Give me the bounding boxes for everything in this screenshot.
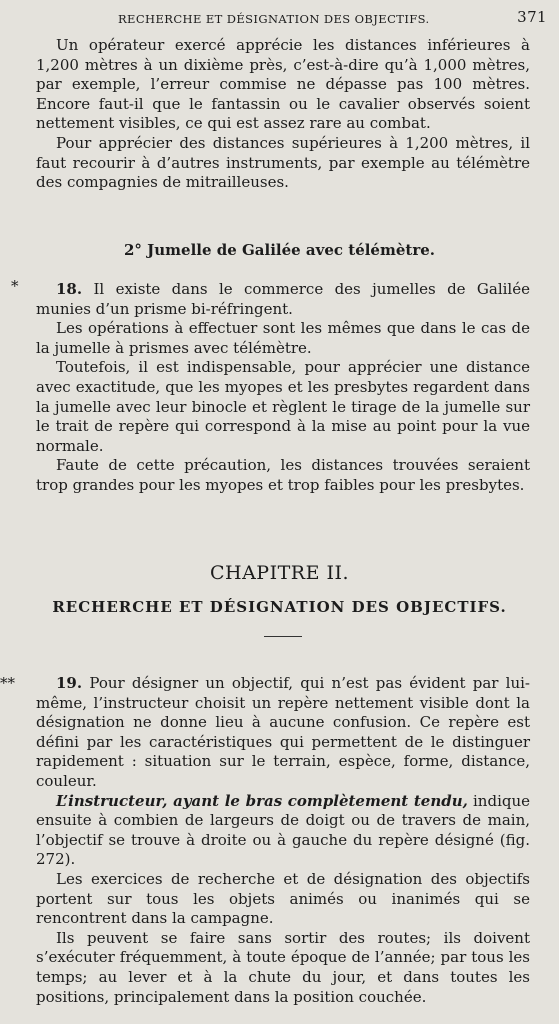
section-subheading: 2° Jumelle de Galilée avec télémètre. <box>124 241 435 259</box>
paragraph: Toutefois, il est indispensable, pour apprécier une distance avec exactitude, que les myopes et les presbytes regardent dans la jumelle avec leur binocle et règlent le tirage de la jumelle sur le trait de repère qui correspond à la mise au point pour la vue normale. <box>36 358 530 455</box>
paragraph: Un opérateur exercé apprécie les distances inférieures à 1,200 mètres à un dixième près, c’est-à-dire qu’à 1,000 mètres, par exemple, l’erreur commise ne dépasse pas 100 mètres. Encore faut-il que le fantassin ou le cavalier observés soient nettement visibles, ce qui est assez rare au combat. <box>36 36 530 133</box>
intro-block <box>36 36 530 193</box>
paragraph: Faute de cette précaution, les distances trouvées seraient trop grandes pour les myopes et trop faibles pour les presbytes. <box>36 456 530 494</box>
section-18 <box>36 280 530 496</box>
margin-marker: * <box>11 277 19 295</box>
paragraph <box>36 674 530 792</box>
chapter-title: CHAPITRE II. <box>209 562 350 584</box>
paragraph <box>36 280 530 319</box>
paragraph: Les opérations à effectuer sont les mêmes que dans le cas de la jumelle à prismes avec télémètre. <box>36 319 530 357</box>
divider <box>264 636 302 637</box>
paragraph: Les exercices de recherche et de désignation des objectifs portent sur tous les objets animés ou inanimés qui se rencontrent dans la campagne. <box>36 869 530 928</box>
paragraph-text: indique ensuite à combien de largeurs de doigt ou de travers de main, l’objectif se trouve à droite ou à gauche du repère désigné (fig. 272). <box>36 791 531 869</box>
running-head <box>118 8 547 28</box>
paragraph <box>36 792 530 870</box>
paragraph: Pour apprécier des distances supérieures à 1,200 mètres, il faut recourir à d’autres instruments, par exemple au télémètre des compagnies de mitrailleuses. <box>36 133 530 192</box>
section-number: 19. <box>56 674 83 692</box>
paragraph: Ils peuvent se faire sans sortir des routes; ils doivent s’exécuter fréquemment, à toute époque de l’année; par tous les temps; au lever et à la chute du jour, et dans toutes les positions, principalement dans la position couchée. <box>36 928 530 1006</box>
section-19 <box>36 674 530 1007</box>
page-number: 371 <box>517 8 547 26</box>
paragraph-text: Pour désigner un objectif, qui n’est pas évident par lui-même, l’instructeur choisit un repère nettement visible dont la désignation ne donne lieu à aucune confusion. Ce repère est défini par les caractéristiques qui permettent de le distinguer rapidement : situation sur le terrain, espèce, forme, distance, couleur. <box>36 674 530 790</box>
margin-marker: ** <box>0 674 15 692</box>
italic-text: L’instructeur, ayant le bras complètement tendu, <box>56 791 468 810</box>
running-title: RECHERCHE ET DÉSIGNATION DES OBJECTIFS. <box>118 12 430 26</box>
chapter-subtitle: RECHERCHE ET DÉSIGNATION DES OBJECTIFS. <box>52 598 507 616</box>
section-number: 18. <box>56 280 83 298</box>
paragraph-text: Il existe dans le commerce des jumelles de Galilée munies d’un prisme bi-réfringent. <box>36 280 530 318</box>
